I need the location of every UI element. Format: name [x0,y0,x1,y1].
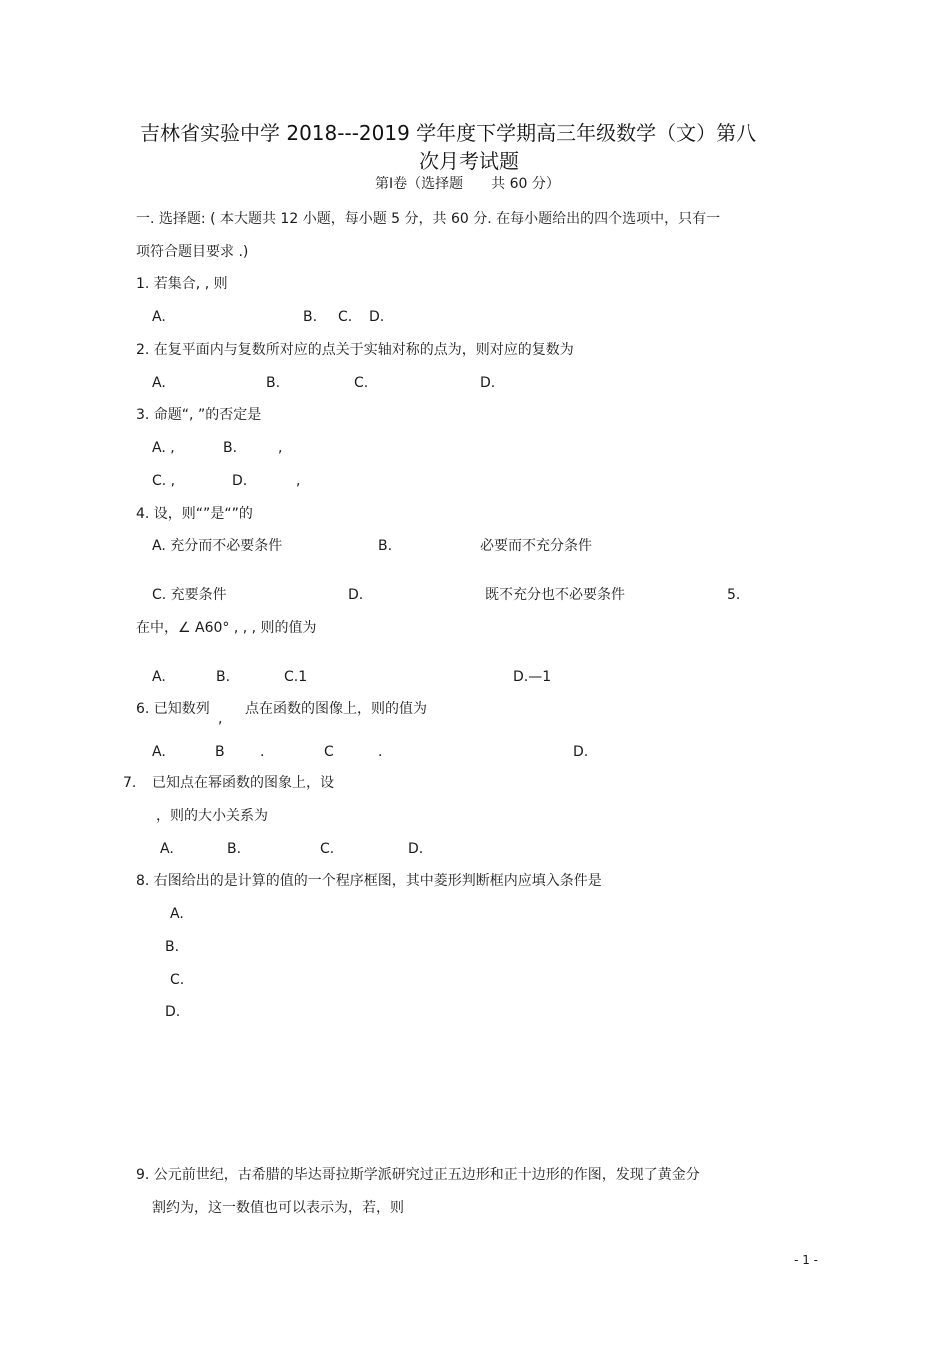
q4-option-b: B. [378,538,393,554]
q6-option-b-dot: . [260,744,265,760]
q4-option-d-text: 既不充分也不必要条件 [485,587,625,603]
q9-stem2: 割约为，这一数值也可以表示为，若，则 [152,1200,404,1216]
q3-option-d: D. [232,473,248,489]
q4-option-b-text: 必要而不充分条件 [480,538,592,554]
intro-line2: 项符合题目要求 .) [136,244,249,260]
q4-option-d: D. [348,587,364,603]
q8-option-b: B. [165,939,180,955]
q1-stem: 1. 若集合, , 则 [136,276,228,292]
q2-option-d: D. [480,375,496,391]
q6-stem-a: 6. 已知数列 [136,701,210,717]
exam-title-line2: 次月考试题 [419,149,519,173]
q2-stem: 2. 在复平面内与复数所对应的点关于实轴对称的点为，则对应的复数为 [136,342,574,358]
q4-stem: 4. 设，则“”是“”的 [136,506,253,522]
q7-number: 7. [123,775,137,791]
q5-option-a: A. [152,669,166,685]
q6-option-c: C [324,744,334,760]
q3-stem: 3. 命题“, ”的否定是 [136,407,262,423]
intro-line1: 一. 选择题: ( 本大题共 12 小题，每小题 5 分，共 60 分. 在每小题给出的四个选项中，只有一 [136,211,721,227]
q8-option-a: A. [170,906,184,922]
q3-option-b-tail: , [278,440,283,456]
q6-option-d: D. [573,744,589,760]
q5-number: 5. [727,587,741,603]
q7-option-d: D. [408,841,424,857]
q3-option-b: B. [223,440,238,456]
q6-option-a: A. [152,744,166,760]
q2-option-c: C. [354,375,369,391]
q7-option-c: C. [320,841,335,857]
section-heading: 第Ⅰ卷（选择题 共 60 分） [375,176,560,192]
q5-option-b: B. [216,669,231,685]
q3-option-d-tail: , [296,473,301,489]
q1-option-a: A. [152,309,166,325]
q7-stem2: ，则的大小关系为 [156,808,268,824]
q3-option-c: C. , [152,473,176,489]
q1-option-d: D. [369,309,385,325]
exam-title-line1: 吉林省实验中学 2018---2019 学年度下学期高三年级数学（文）第八 [140,121,757,145]
page-number: - 1 - [794,1253,818,1267]
q9-stem: 9. 公元前世纪，古希腊的毕达哥拉斯学派研究过正五边形和正十边形的作图，发现了黄金分 [136,1167,700,1183]
q8-option-c: C. [170,972,185,988]
q2-option-b: B. [266,375,281,391]
q5-option-c: C.1 [284,669,308,685]
q1-option-b: B. [303,309,318,325]
q3-option-a: A. , [152,440,175,456]
q6-option-b: B [215,744,225,760]
q5-option-d: D.—1 [513,669,552,685]
q1-option-c: C. [338,309,353,325]
q6-option-c-dot: . [378,744,383,760]
q4-option-c: C. 充要条件 [152,587,227,603]
q8-option-d: D. [165,1004,181,1020]
q7-stem: 已知点在幂函数的图象上，设 [152,775,334,791]
q4-option-a: A. 充分而不必要条件 [152,538,283,554]
q2-option-a: A. [152,375,166,391]
q6-stem-comma: , [218,711,223,727]
q6-stem-b: 点在函数的图像上，则的值为 [245,701,427,717]
q5-stem: 在中，∠ A60° , , , 则的值为 [136,620,317,636]
q7-option-b: B. [227,841,242,857]
q7-option-a: A. [160,841,174,857]
q8-stem: 8. 右图给出的是计算的值的一个程序框图，其中菱形判断框内应填入条件是 [136,873,602,889]
